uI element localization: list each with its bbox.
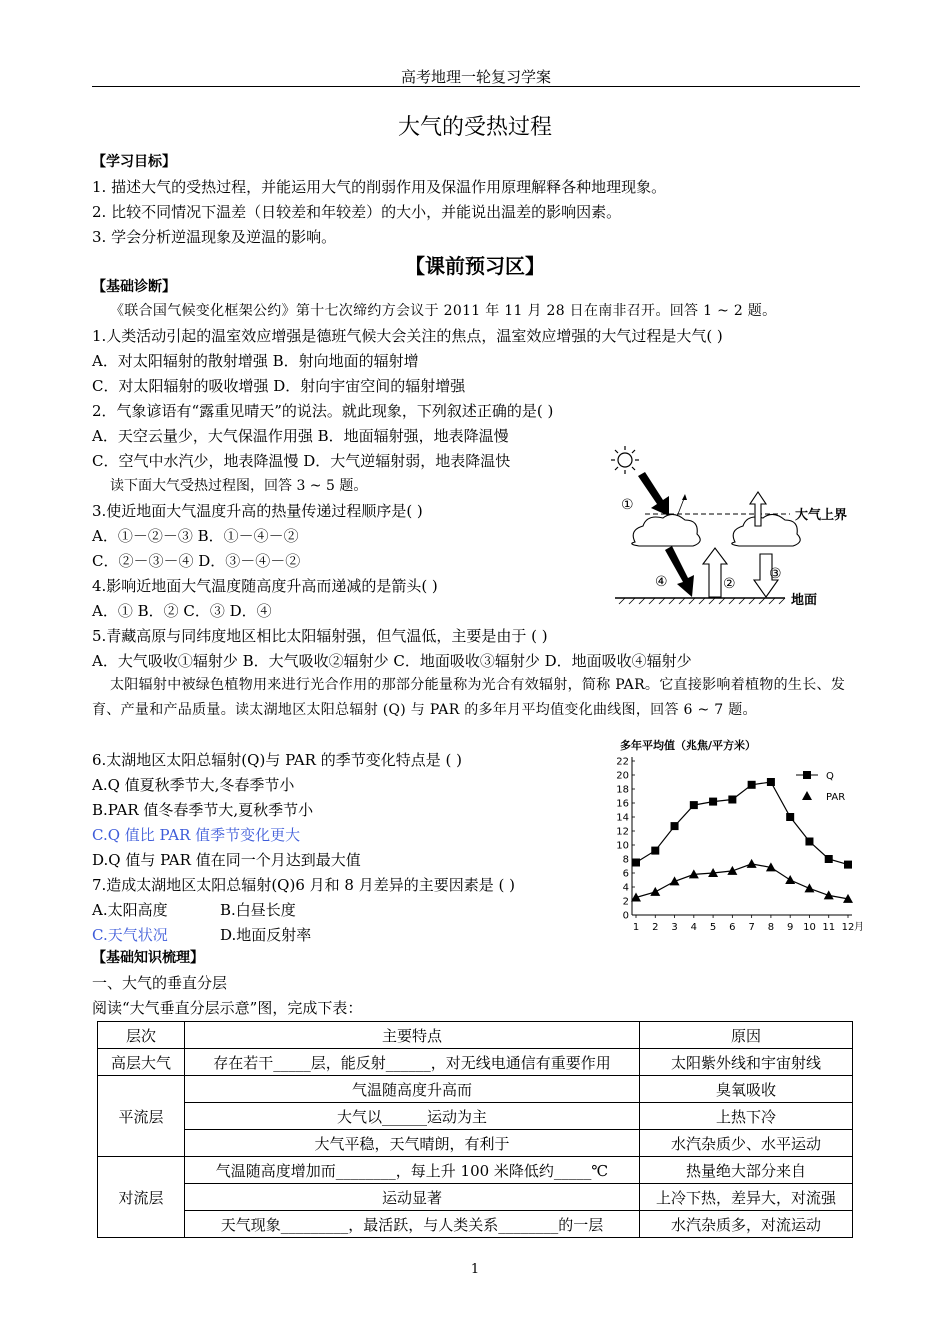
- legend-marker-q: [803, 771, 811, 779]
- cloud-left: [632, 514, 700, 546]
- x-tick-label: 7: [748, 922, 755, 933]
- legend-label-q: Q: [826, 771, 834, 782]
- question-7: 7.造成太湖地区太阳总辐射(Q)6 月和 8 月差异的主要因素是 ( ): [92, 876, 515, 894]
- data-point-q: [651, 847, 659, 855]
- feature-cell: 大气平稳，天气晴朗，有利于: [185, 1130, 640, 1157]
- data-point-q: [671, 822, 679, 830]
- ground-hatching: [619, 598, 785, 604]
- x-tick-label: 9: [786, 922, 794, 933]
- label-circle-2: ②: [723, 576, 736, 592]
- data-point-par: [804, 883, 814, 892]
- layer-name-cell: 对流层: [98, 1157, 185, 1238]
- question-intro: 读下面大气受热过程图，回答 3 ~ 5 题。: [110, 478, 368, 494]
- reason-cell: 热量绝大部分来自: [640, 1157, 853, 1184]
- label-circle-3: ③: [769, 566, 782, 582]
- atmosphere-top-label: 大气上界: [795, 508, 848, 523]
- x-tick-label: 1: [632, 922, 640, 933]
- table-row: [98, 1184, 853, 1211]
- reason-cell: 太阳紫外线和宇宙射线: [640, 1049, 853, 1076]
- cloud-right: [732, 514, 800, 546]
- atmosphere-heating-diagram: [605, 442, 860, 612]
- x-tick-label: 6: [729, 922, 736, 933]
- data-point-q: [709, 798, 717, 806]
- table-row: [98, 1049, 853, 1076]
- x-axis-label: 月: [854, 922, 864, 933]
- series-line-q: [636, 782, 848, 865]
- y-tick-label: 2: [622, 896, 629, 908]
- data-point-q: [748, 781, 756, 789]
- y-tick-label: 0: [622, 910, 629, 922]
- data-point-par: [824, 890, 834, 899]
- x-tick-label: 11: [822, 922, 836, 933]
- question-6: 6.太湖地区太阳总辐射(Q)与 PAR 的季节变化特点是 ( ): [92, 751, 462, 769]
- reason-cell: 水汽杂质少、水平运动: [640, 1130, 853, 1157]
- question-6-option-c: C.Q 值比 PAR 值季节变化更大: [92, 826, 301, 844]
- x-tick-label: 8: [767, 922, 775, 933]
- feature-cell: 气温随高度升高而: [185, 1076, 640, 1103]
- sun-icon: [611, 446, 639, 474]
- question-3: 3.使近地面大气温度升高的热量传递过程顺序是( ): [92, 502, 423, 520]
- table-header-row: [98, 1022, 853, 1049]
- objectives-heading: 【学习目标】: [92, 154, 176, 170]
- x-tick-label: 12: [841, 922, 855, 933]
- question-4: 4.影响近地面大气温度随高度升高而递减的是箭头( ): [92, 577, 438, 595]
- feature-cell: 存在若干_____层，能反射______，对无线电通信有重要作用: [185, 1049, 640, 1076]
- data-point-q: [786, 813, 794, 821]
- question-7-option-c: C.天气状况: [92, 926, 168, 944]
- y-tick-label: 18: [616, 784, 629, 796]
- series-line-par: [636, 864, 848, 899]
- table-header-cell: 原因: [640, 1022, 853, 1049]
- chart-title: 多年平均值（兆焦/平方米）: [620, 739, 757, 752]
- data-point-q: [825, 855, 833, 863]
- data-point-par: [650, 887, 660, 896]
- question-3-options-ab: A．①－②－③ B．①－④－②: [92, 527, 299, 545]
- objective-item: 3. 学会分析逆温现象及逆温的影响。: [92, 228, 337, 246]
- reason-cell: 上热下冷: [640, 1103, 853, 1130]
- y-tick-label: 6: [622, 868, 629, 880]
- data-point-par: [785, 875, 795, 884]
- page-title: 大气的受热过程: [397, 115, 552, 140]
- y-tick-label: 22: [616, 756, 629, 768]
- layer-name-cell: 平流层: [98, 1076, 185, 1157]
- knowledge-subheading: 一、大气的垂直分层: [92, 974, 228, 992]
- x-tick-label: 10: [803, 922, 816, 933]
- y-tick-label: 16: [616, 798, 629, 810]
- table-row: [98, 1103, 853, 1130]
- page-number: 1: [470, 1262, 480, 1277]
- label-circle-1: ①: [621, 497, 634, 513]
- feature-cell: 运动显著: [185, 1184, 640, 1211]
- data-point-par: [727, 866, 737, 875]
- reason-cell: 水汽杂质多，对流运动: [640, 1211, 853, 1238]
- x-tick-label: 2: [652, 922, 659, 933]
- layer-name-cell: 高层大气: [98, 1049, 185, 1076]
- question-intro: 《联合国气候变化框架公约》第十七次缔约方会议于 2011 年 11 月 28 日在南非召开。回答 1 ~ 2 题。: [110, 303, 777, 319]
- question-5-options: A．大气吸收①辐射少 B．大气吸收②辐射少 C．地面吸收③辐射少 D．地面吸收④辐射少: [92, 652, 692, 670]
- question-7-option-d: D.地面反射率: [220, 926, 312, 944]
- question-4-options: A．① B．② C．③ D．④: [92, 602, 272, 620]
- feature-cell: 大气以______运动为主: [185, 1103, 640, 1130]
- y-tick-label: 10: [616, 840, 629, 852]
- label-circle-4: ④: [655, 574, 668, 590]
- preview-section-heading: 【课前预习区】: [405, 254, 545, 278]
- table-header-cell: 主要特点: [185, 1022, 640, 1049]
- feature-cell: 气温随高度增加而________，每上升 100 米降低约_____℃: [185, 1157, 640, 1184]
- question-6-option-b: B.PAR 值冬春季节大,夏秋季节小: [92, 801, 314, 819]
- legend-marker-par: [802, 791, 812, 800]
- question-6-option-a: A.Q 值夏秋季节大,冬春季节小: [92, 776, 295, 794]
- x-tick-label: 4: [690, 922, 698, 933]
- question-3-options-cd: C．②－③－④ D．③－④－②: [92, 552, 301, 570]
- question-1: 1.人类活动引起的温室效应增强是德班气候大会关注的焦点，温室效应增强的大气过程是大气( ): [92, 327, 723, 345]
- feature-cell: 天气现象_________，最活跃，与人类关系________的一层: [185, 1211, 640, 1238]
- knowledge-heading: 【基础知识梳理】: [92, 950, 204, 966]
- data-point-par: [747, 859, 757, 868]
- question-intro-paragraph: 太阳辐射中被绿色植物用来进行光合作用的那部分能量称为光合有效辐射，简称 PAR。它直接影响着植物的生长、发育、产量和产品质量。读太湖地区太阳总辐射 (Q) 与 PAR 的多年月平均值变化曲线图，回答 6 ~ 7 题。: [92, 677, 846, 718]
- question-1-options-ab: A．对太阳辐射的散射增强 B．射向地面的辐射增: [92, 352, 419, 370]
- question-6-option-d: D.Q 值与 PAR 值在同一个月达到最大值: [92, 851, 361, 869]
- legend-label-par: PAR: [826, 792, 846, 803]
- question-2: 2．气象谚语有“露重见晴天”的说法。就此现象，下列叙述正确的是( ): [92, 402, 554, 420]
- question-2-options-cd: C．空气中水汽少，地表降温慢 D．大气逆辐射弱，地表降温快: [92, 452, 511, 470]
- objective-item: 1. 描述大气的受热过程，并能运用大气的削弱作用及保温作用原理解释各种地理现象。: [92, 178, 667, 196]
- running-header: 高考地理一轮复习学案: [400, 68, 551, 86]
- x-tick-label: 5: [709, 922, 717, 933]
- data-point-q: [690, 801, 698, 809]
- data-point-q: [632, 859, 640, 867]
- question-5: 5.青藏高原与同纬度地区相比太阳辐射强，但气温低，主要是由于 ( ): [92, 627, 548, 645]
- data-point-q: [767, 778, 775, 786]
- header-rule: [92, 86, 860, 87]
- data-point-q: [728, 796, 736, 804]
- atmosphere-layers-table: [97, 1021, 853, 1238]
- arrow-4-solar-to-ground: [665, 546, 694, 597]
- ground-label: 地面: [791, 593, 818, 608]
- y-tick-label: 14: [616, 812, 629, 824]
- table-row: [98, 1130, 853, 1157]
- table-row: [98, 1157, 853, 1184]
- y-tick-label: 8: [622, 854, 629, 866]
- table-row: [98, 1076, 853, 1103]
- objective-item: 2. 比较不同情况下温差（日较差和年较差）的大小，并能说出温差的影响因素。: [92, 203, 622, 221]
- y-tick-label: 4: [622, 882, 629, 894]
- table-row: [98, 1211, 853, 1238]
- arrow-1-solar-radiation: [638, 472, 669, 516]
- table-instruction: 阅读“大气垂直分层示意”图，完成下表：: [92, 999, 363, 1017]
- data-point-q: [805, 838, 813, 846]
- question-7-option-b: B.白昼长度: [220, 901, 296, 919]
- x-tick-label: 3: [671, 922, 678, 933]
- reason-cell: 上冷下热，差异大，对流强: [640, 1184, 853, 1211]
- question-1-options-cd: C．对太阳辐射的吸收增强 D．射向宇宙空间的辐射增强: [92, 377, 466, 395]
- question-2-options-ab: A．天空云量少，大气保温作用强 B．地面辐射强，地表降温慢: [92, 427, 509, 445]
- table-header-cell: 层次: [98, 1022, 185, 1049]
- question-7-option-a: A.太阳高度: [92, 901, 168, 919]
- y-tick-label: 12: [616, 826, 629, 838]
- data-point-q: [844, 861, 852, 869]
- reason-cell: 臭氧吸收: [640, 1076, 853, 1103]
- y-tick-label: 20: [616, 770, 629, 782]
- diagnosis-heading: 【基础诊断】: [92, 279, 176, 295]
- data-point-par: [670, 876, 680, 885]
- radiation-line-chart: [608, 735, 868, 940]
